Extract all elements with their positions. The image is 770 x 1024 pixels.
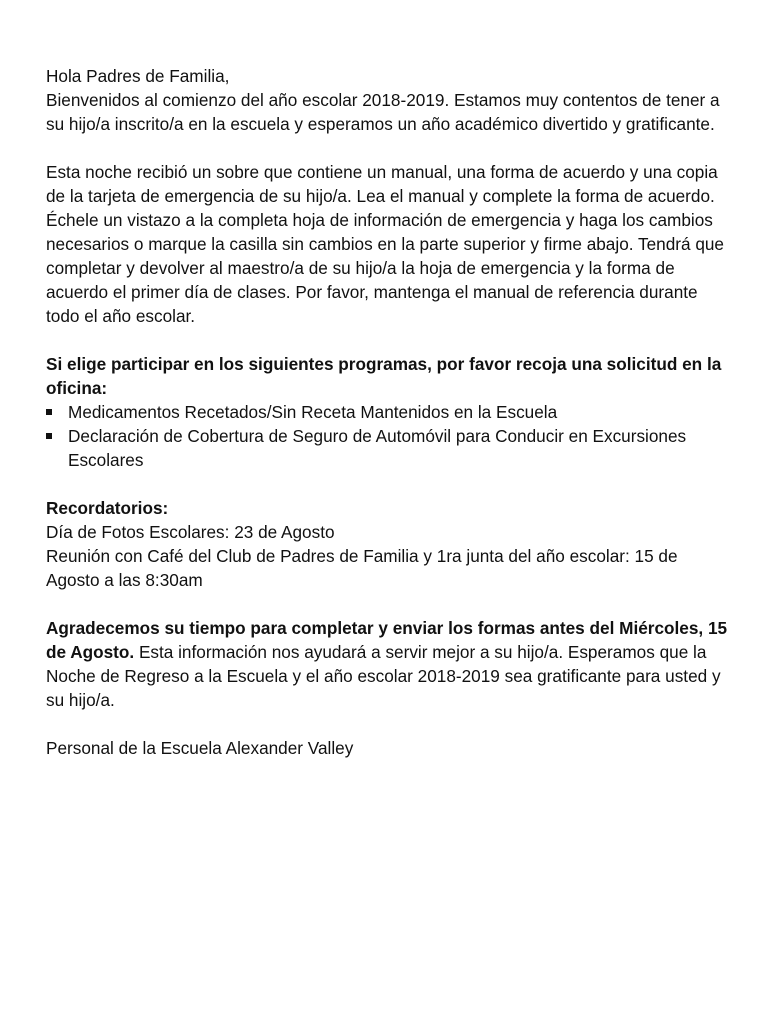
welcome-paragraph: Bienvenidos al comienzo del año escolar 2018-2019. Estamos muy contentos de tener a su hijo/a inscrito/a en la escuela y esperamos un año académico divertido y gratificante. xyxy=(46,90,720,134)
meeting-reminder: Reunión con Café del Club de Padres de Familia y 1ra junta del año escolar: 15 de Agosto a las 8:30am xyxy=(46,546,678,590)
list-item xyxy=(46,400,730,424)
programs-list xyxy=(46,400,730,472)
square-bullet-icon xyxy=(46,409,52,415)
spacer xyxy=(46,328,730,352)
list-item xyxy=(46,424,730,472)
photo-day-reminder: Día de Fotos Escolares: 23 de Agosto xyxy=(46,522,335,542)
closing-paragraph xyxy=(46,616,730,712)
greeting: Hola Padres de Familia, xyxy=(46,66,230,86)
programs-heading: Si elige participar en los siguientes programas, por favor recoja una solicitud en la oficina: xyxy=(46,354,722,398)
closing-regular-text: Esta información nos ayudará a servir mejor a su hijo/a. Esperamos que la Noche de Regreso a la Escuela y el año escolar 2018-2019 sea gratificante para usted y su hijo/a. xyxy=(46,642,721,710)
envelope-paragraph: Esta noche recibió un sobre que contiene un manual, una forma de acuerdo y una copia de la tarjeta de emergencia de su hijo/a. Lea el manual y complete la forma de acuerdo. Échele un vistazo a la completa hoja de información de emergencia y haga los cambios necesarios o marque la casilla sin cambios en la parte superior y firme abajo. Tendrá que completar y devolver al maestro/a de su hijo/a la hoja de emergencia y la forma de acuerdo el primer día de clases. Por favor, mantenga el manual de referencia durante todo el año escolar. xyxy=(46,162,724,326)
spacer xyxy=(46,472,730,496)
spacer xyxy=(46,136,730,160)
spacer xyxy=(46,592,730,616)
list-item-text: Medicamentos Recetados/Sin Receta Mantenidos en la Escuela xyxy=(68,402,558,422)
square-bullet-icon xyxy=(46,433,52,439)
closing-bold-text: Agradecemos su tiempo para completar y enviar los formas antes del Miércoles, 15 de Agosto. xyxy=(46,618,728,662)
spacer xyxy=(46,712,730,736)
signature: Personal de la Escuela Alexander Valley xyxy=(46,738,354,758)
list-item-text: Declaración de Cobertura de Seguro de Automóvil para Conducir en Excursiones Escolares xyxy=(68,426,687,470)
reminders-heading: Recordatorios: xyxy=(46,498,169,518)
